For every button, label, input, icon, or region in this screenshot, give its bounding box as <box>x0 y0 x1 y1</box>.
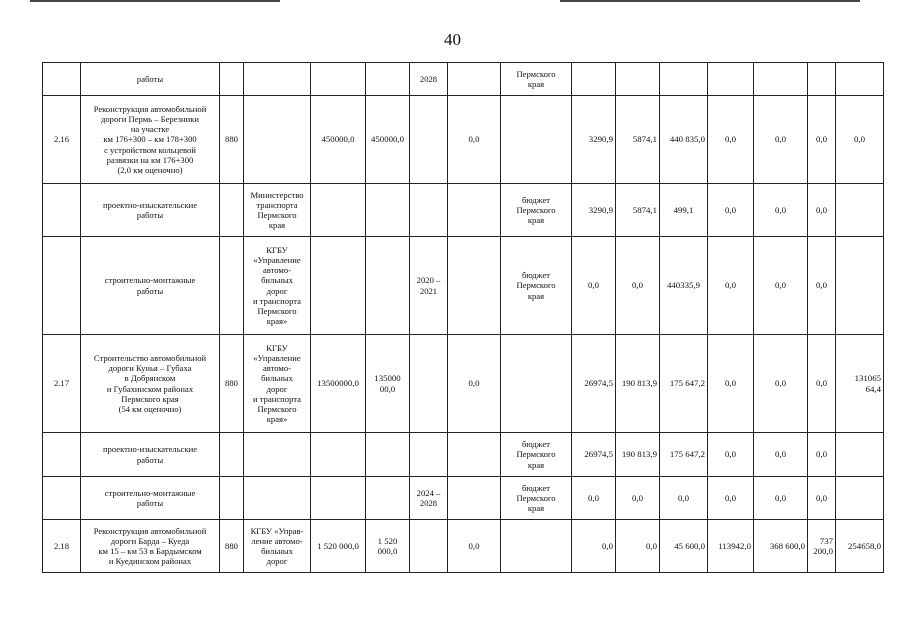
cell-c8 <box>448 63 501 96</box>
cell-v1: 3290,9 <box>572 184 616 237</box>
cell-v4: 113942,0 <box>708 520 754 573</box>
cell-executor: Министерство транспорта Пермского края <box>244 184 311 237</box>
cell-v7: 0,0 <box>836 96 884 184</box>
cell-v5: 0,0 <box>754 96 808 184</box>
cell-name: проектно-изыскательские работы <box>81 433 220 477</box>
cell-v4: 0,0 <box>708 184 754 237</box>
cell-period <box>410 433 448 477</box>
cell-total: 13500000,0 <box>311 335 366 433</box>
cell-v6: 0,0 <box>808 433 836 477</box>
table-row <box>43 520 884 573</box>
cell-source <box>501 335 572 433</box>
cell-source: бюджет Пермского края <box>501 184 572 237</box>
cell-name: работы <box>81 63 220 96</box>
cell-total <box>311 63 366 96</box>
cell-executor <box>244 96 311 184</box>
cell-period <box>410 335 448 433</box>
table-row <box>43 433 884 477</box>
cell-sum <box>366 184 410 237</box>
cell-code <box>220 433 244 477</box>
cell-v7 <box>836 237 884 335</box>
cell-v1: 0,0 <box>572 237 616 335</box>
cell-code <box>220 63 244 96</box>
cell-v5: 0,0 <box>754 477 808 520</box>
cell-v3: 175 647,2 <box>660 335 708 433</box>
cell-v2: 5874,1 <box>616 184 660 237</box>
cell-sum: 1 520 000,0 <box>366 520 410 573</box>
table-row <box>43 335 884 433</box>
cell-v4: 0,0 <box>708 237 754 335</box>
cell-v2: 5874,1 <box>616 96 660 184</box>
cell-sum <box>366 237 410 335</box>
cell-total <box>311 433 366 477</box>
cell-no <box>43 237 81 335</box>
cell-v3: 440 835,0 <box>660 96 708 184</box>
cell-v3: 440335,9 <box>660 237 708 335</box>
cell-v6: 0,0 <box>808 335 836 433</box>
cell-sum: 450000,0 <box>366 96 410 184</box>
cell-code: 880 <box>220 96 244 184</box>
cell-executor: КГБУ «Управление автомо- бильных дорог и транспорта Пермского края» <box>244 335 311 433</box>
cell-sum: 135000 00,0 <box>366 335 410 433</box>
cell-v7 <box>836 184 884 237</box>
cell-v6: 0,0 <box>808 477 836 520</box>
cell-source: Пермского края <box>501 63 572 96</box>
cell-v5: 368 600,0 <box>754 520 808 573</box>
cell-v7 <box>836 477 884 520</box>
cell-v2 <box>616 63 660 96</box>
cell-v5: 0,0 <box>754 433 808 477</box>
cell-sum <box>366 433 410 477</box>
cell-c8 <box>448 184 501 237</box>
cell-name: строительно-монтажные работы <box>81 237 220 335</box>
cell-v7 <box>836 433 884 477</box>
cell-period: 2024 – 2028 <box>410 477 448 520</box>
cell-v4 <box>708 63 754 96</box>
cell-v3: 45 600,0 <box>660 520 708 573</box>
cell-code <box>220 237 244 335</box>
cell-v5: 0,0 <box>754 237 808 335</box>
table-row <box>43 237 884 335</box>
cell-executor <box>244 63 311 96</box>
cell-v1: 0,0 <box>572 520 616 573</box>
cell-v7: 131065 64,4 <box>836 335 884 433</box>
cell-v2: 190 813,9 <box>616 335 660 433</box>
cell-v4: 0,0 <box>708 335 754 433</box>
cell-source: бюджет Пермского края <box>501 433 572 477</box>
cell-c8 <box>448 433 501 477</box>
cell-v2: 190 813,9 <box>616 433 660 477</box>
cell-v3: 0,0 <box>660 477 708 520</box>
cell-v1: 0,0 <box>572 477 616 520</box>
cell-v5: 0,0 <box>754 335 808 433</box>
budget-table <box>42 62 884 573</box>
cell-no <box>43 63 81 96</box>
table-row <box>43 96 884 184</box>
cell-v7 <box>836 63 884 96</box>
cell-v6: 737 200,0 <box>808 520 836 573</box>
table-row <box>43 477 884 520</box>
cell-v5: 0,0 <box>754 184 808 237</box>
cell-period <box>410 184 448 237</box>
cell-name: Реконструкция автомобильной дороги Барда – Куеда км 15 – км 53 в Бардымском и Куединском районах <box>81 520 220 573</box>
cell-no <box>43 477 81 520</box>
cell-v5 <box>754 63 808 96</box>
cell-c8 <box>448 237 501 335</box>
cell-v1: 3290,9 <box>572 96 616 184</box>
cell-v3 <box>660 63 708 96</box>
cell-v2: 0,0 <box>616 477 660 520</box>
cell-v6: 0,0 <box>808 237 836 335</box>
cell-source: бюджет Пермского края <box>501 237 572 335</box>
cell-period <box>410 520 448 573</box>
cell-v6: 0,0 <box>808 96 836 184</box>
cell-v6 <box>808 63 836 96</box>
cell-source: бюджет Пермского края <box>501 477 572 520</box>
cell-v2: 0,0 <box>616 520 660 573</box>
cell-executor <box>244 433 311 477</box>
table-row <box>43 184 884 237</box>
cell-v3: 175 647,2 <box>660 433 708 477</box>
cell-source <box>501 96 572 184</box>
cell-executor <box>244 477 311 520</box>
cell-name: строительно-монтажные работы <box>81 477 220 520</box>
cell-total <box>311 184 366 237</box>
cell-no <box>43 184 81 237</box>
cell-name: Реконструкция автомобильной дороги Пермь – Березники на участке км 176+300 – км 178+300 с устройством кольцевой развязки на км 176+300 (2,0 км оценочно) <box>81 96 220 184</box>
cell-executor: КГБУ «Управление автомо- бильных дорог и транспорта Пермского края» <box>244 237 311 335</box>
top-edge-right <box>560 0 860 2</box>
cell-v2: 0,0 <box>616 237 660 335</box>
cell-v4: 0,0 <box>708 477 754 520</box>
cell-total: 450000,0 <box>311 96 366 184</box>
cell-v1: 26974,5 <box>572 433 616 477</box>
cell-period: 2028 <box>410 63 448 96</box>
cell-code: 880 <box>220 335 244 433</box>
table-row <box>43 63 884 96</box>
cell-total <box>311 477 366 520</box>
cell-v6: 0,0 <box>808 184 836 237</box>
cell-code: 880 <box>220 520 244 573</box>
cell-code <box>220 184 244 237</box>
cell-v1 <box>572 63 616 96</box>
cell-executor: КГБУ «Управ- ление автомо- бильных дорог <box>244 520 311 573</box>
cell-v4: 0,0 <box>708 96 754 184</box>
cell-total <box>311 237 366 335</box>
cell-sum <box>366 63 410 96</box>
cell-v7: 254658,0 <box>836 520 884 573</box>
cell-v4: 0,0 <box>708 433 754 477</box>
cell-c8 <box>448 477 501 520</box>
page-number: 40 <box>444 30 461 49</box>
cell-v1: 26974,5 <box>572 335 616 433</box>
cell-period <box>410 96 448 184</box>
cell-sum <box>366 477 410 520</box>
top-edge-left <box>30 0 280 2</box>
cell-name: проектно-изыскательские работы <box>81 184 220 237</box>
cell-period: 2020 – 2021 <box>410 237 448 335</box>
cell-name: Строительство автомобильной дороги Кунья – Губаха в Добрянском и Губахинском районах Пермского края (54 км оценочно) <box>81 335 220 433</box>
cell-no <box>43 433 81 477</box>
cell-source <box>501 520 572 573</box>
cell-no: 2.17 <box>43 335 81 433</box>
cell-c8: 0,0 <box>448 96 501 184</box>
cell-code <box>220 477 244 520</box>
cell-c8: 0,0 <box>448 335 501 433</box>
cell-total: 1 520 000,0 <box>311 520 366 573</box>
cell-v3: 499,1 <box>660 184 708 237</box>
cell-no: 2.18 <box>43 520 81 573</box>
cell-c8: 0,0 <box>448 520 501 573</box>
cell-no: 2.16 <box>43 96 81 184</box>
